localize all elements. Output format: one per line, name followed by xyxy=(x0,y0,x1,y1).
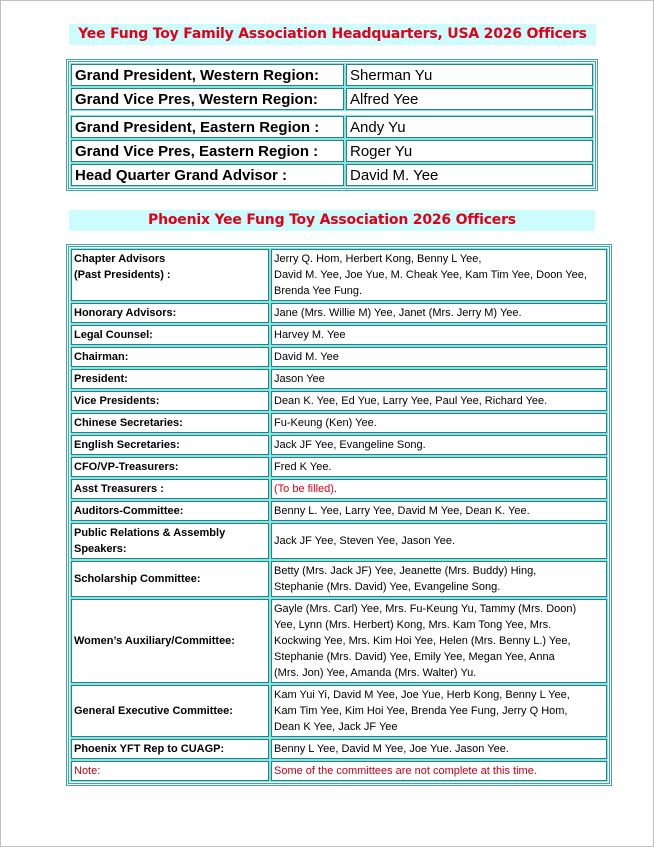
officer-role: Vice Presidents: xyxy=(71,391,269,411)
officer-names: Gayle (Mrs. Carl) Yee, Mrs. Fu-Keung Yu, Tammy (Mrs. Doon) Yee, Lynn (Mrs. Herbert) Kong, Mrs. Kam Tong Yee, Mrs. Kockwing Yee, Mrs. Kim Hoi Yee, Helen (Mrs. Benny L.) Yee, Stephanie (Mrs. David) Yee, Emily Yee, Megan Yee, Anna (Mrs. Jon) Yee, Amanda (Mrs. Walter) Yu. xyxy=(271,599,607,683)
phoenix-officers-table xyxy=(66,244,612,786)
table-row xyxy=(71,88,593,110)
officer-role: Grand Vice Pres, Eastern Region : xyxy=(71,140,344,162)
officer-names: (To be filled). xyxy=(271,479,607,499)
officer-role: Grand President, Eastern Region : xyxy=(71,116,344,138)
table-row xyxy=(71,347,607,367)
table-row xyxy=(71,164,593,186)
officer-name: Andy Yu xyxy=(346,116,593,138)
officer-name: David M. Yee xyxy=(346,164,593,186)
table-row xyxy=(71,249,607,301)
officer-names: Benny L. Yee, Larry Yee, David M Yee, Dean K. Yee. xyxy=(271,501,607,521)
officer-names: Fred K Yee. xyxy=(271,457,607,477)
officer-role: President: xyxy=(71,369,269,389)
table-row xyxy=(71,599,607,683)
table-row xyxy=(71,685,607,737)
officer-role: Grand President, Western Region: xyxy=(71,64,344,86)
table-row xyxy=(71,523,607,559)
table-row xyxy=(71,501,607,521)
officer-role: Asst Treasurers : xyxy=(71,479,269,499)
officer-role: Chairman: xyxy=(71,347,269,367)
to-be-filled-text: (To be filled) xyxy=(274,483,334,495)
officer-names: Dean K. Yee, Ed Yue, Larry Yee, Paul Yee, Richard Yee. xyxy=(271,391,607,411)
table-row xyxy=(71,303,607,323)
table-row xyxy=(71,413,607,433)
note-text: Some of the committees are not complete at this time. xyxy=(271,761,607,781)
officer-names: Jason Yee xyxy=(271,369,607,389)
table-row xyxy=(71,391,607,411)
officer-names: Jack JF Yee, Steven Yee, Jason Yee. xyxy=(271,523,607,559)
officer-name: Roger Yu xyxy=(346,140,593,162)
officer-role: Chapter Advisors (Past Presidents) : xyxy=(71,249,269,301)
officer-names: Jane (Mrs. Willie M) Yee, Janet (Mrs. Jerry M) Yee. xyxy=(271,303,607,323)
officer-role: Auditors-Committee: xyxy=(71,501,269,521)
officer-role: Chinese Secretaries: xyxy=(71,413,269,433)
officer-names: Fu-Keung (Ken) Yee. xyxy=(271,413,607,433)
officer-role: Head Quarter Grand Advisor : xyxy=(71,164,344,186)
table-row xyxy=(71,140,593,162)
officer-names: Jack JF Yee, Evangeline Song. xyxy=(271,435,607,455)
officer-role: Legal Counsel: xyxy=(71,325,269,345)
officer-role: Scholarship Committee: xyxy=(71,561,269,597)
table-row xyxy=(71,561,607,597)
table-row xyxy=(71,457,607,477)
headquarters-title: Yee Fung Toy Family Association Headquarters, USA 2026 Officers xyxy=(69,24,596,45)
officer-role: Honorary Advisors: xyxy=(71,303,269,323)
officer-names: Kam Yui Yi, David M Yee, Joe Yue, Herb Kong, Benny L Yee, Kam Tim Yee, Kim Hoi Yee, Brenda Yee Fung, Jerry Q Hom, Dean K Yee, Jack JF Yee xyxy=(271,685,607,737)
table-row xyxy=(71,64,593,86)
officer-name: Sherman Yu xyxy=(346,64,593,86)
officer-role: Women’s Auxiliary/Committee: xyxy=(71,599,269,683)
table-row xyxy=(71,116,593,138)
officer-name: Alfred Yee xyxy=(346,88,593,110)
officer-role: English Secretaries: xyxy=(71,435,269,455)
note-label: Note: xyxy=(71,761,269,781)
officer-names: Harvey M. Yee xyxy=(271,325,607,345)
headquarters-officers-table xyxy=(66,59,598,191)
officer-role: CFO/VP-Treasurers: xyxy=(71,457,269,477)
officer-role: Public Relations & Assembly Speakers: xyxy=(71,523,269,559)
row-divider xyxy=(71,112,593,114)
officer-role: Grand Vice Pres, Western Region: xyxy=(71,88,344,110)
officer-role: Phoenix YFT Rep to CUAGP: xyxy=(71,739,269,759)
officer-role: General Executive Committee: xyxy=(71,685,269,737)
table-row xyxy=(71,369,607,389)
table-row xyxy=(71,435,607,455)
officer-names: Jerry Q. Hom, Herbert Kong, Benny L Yee, David M. Yee, Joe Yue, M. Cheak Yee, Kam Tim Yee, Doon Yee, Brenda Yee Fung. xyxy=(271,249,607,301)
table-row xyxy=(71,479,607,499)
officer-names: Betty (Mrs. Jack JF) Yee, Jeanette (Mrs. Buddy) Hing, Stephanie (Mrs. David) Yee, Evangeline Song. xyxy=(271,561,607,597)
officer-names: Benny L Yee, David M Yee, Joe Yue. Jason Yee. xyxy=(271,739,607,759)
phoenix-title: Phoenix Yee Fung Toy Association 2026 Officers xyxy=(69,210,595,231)
table-row xyxy=(71,325,607,345)
table-row xyxy=(71,739,607,759)
officer-names: David M. Yee xyxy=(271,347,607,367)
note-row xyxy=(71,761,607,781)
